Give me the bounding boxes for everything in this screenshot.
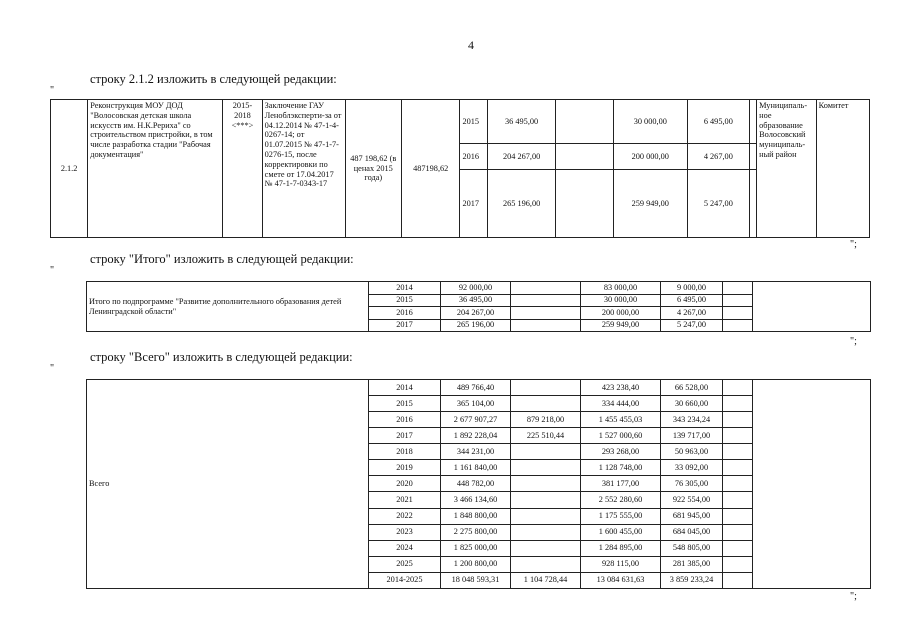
amount-federal <box>511 476 581 492</box>
amount-other <box>723 428 753 444</box>
amount-other <box>723 572 753 588</box>
vsego-name: Всего <box>87 380 369 589</box>
amount-regional: 1 128 748,00 <box>581 460 661 476</box>
year-cell: 2015 <box>369 396 441 412</box>
amount-regional: 30 000,00 <box>581 294 661 307</box>
amount-total: 3 466 134,60 <box>441 492 511 508</box>
year-cell: 2016 <box>369 412 441 428</box>
amount-local: 139 717,00 <box>661 428 723 444</box>
table-row <box>87 380 871 396</box>
executor: Комитет <box>816 100 869 238</box>
year-cell: 2021 <box>369 492 441 508</box>
year-cell: 2016 <box>369 307 441 320</box>
estimated-cost: 487 198,62 (в ценах 2015 года) <box>345 100 401 238</box>
amount-other <box>723 282 753 295</box>
section-heading: строку "Всего" изложить в следующей редакции: <box>90 350 353 364</box>
amount-federal <box>556 144 613 170</box>
row-code: 2.1.2 <box>51 100 88 238</box>
close-quote: "; <box>850 336 857 347</box>
amount-local: 9 000,00 <box>661 282 723 295</box>
amount-federal <box>511 319 581 332</box>
amount-local: 66 528,00 <box>661 380 723 396</box>
amount-local: 6 495,00 <box>661 294 723 307</box>
amount-regional: 13 084 631,63 <box>581 572 661 588</box>
amount-other <box>723 540 753 556</box>
year-cell: 2020 <box>369 476 441 492</box>
amount-other <box>723 524 753 540</box>
amount-total: 2 275 800,00 <box>441 524 511 540</box>
amount-regional: 381 177,00 <box>581 476 661 492</box>
amount-regional: 2 552 280,60 <box>581 492 661 508</box>
year-cell: 2023 <box>369 524 441 540</box>
amount-federal <box>511 307 581 320</box>
amount-total: 1 161 840,00 <box>441 460 511 476</box>
amount-total: 2 677 907,27 <box>441 412 511 428</box>
object-name: Реконструкция МОУ ДОД "Волосовская детская школа искусств им. Н.К.Рериха" со строительством пристройки, в том числе разработка стадии "Рабочая документация" <box>88 100 223 238</box>
amount-regional: 200 000,00 <box>613 144 687 170</box>
amount-other <box>723 380 753 396</box>
amount-regional: 1 455 455,03 <box>581 412 661 428</box>
period: 2015-2018 <***> <box>223 100 262 238</box>
amount-regional: 334 444,00 <box>581 396 661 412</box>
amount-other <box>723 508 753 524</box>
amount-local: 684 045,00 <box>661 524 723 540</box>
amount-local: 4 267,00 <box>661 307 723 320</box>
amount-federal <box>511 508 581 524</box>
amount-regional: 259 949,00 <box>613 170 687 238</box>
year-cell: 2019 <box>369 460 441 476</box>
amount-regional: 200 000,00 <box>581 307 661 320</box>
amount-regional: 1 175 555,00 <box>581 508 661 524</box>
amount-federal <box>511 444 581 460</box>
amount-regional: 1 284 895,00 <box>581 540 661 556</box>
table-itogo <box>86 281 871 332</box>
amount-federal <box>556 170 613 238</box>
amount-regional: 423 238,40 <box>581 380 661 396</box>
amount-local: 281 385,00 <box>661 556 723 572</box>
amount-regional: 1 527 000,60 <box>581 428 661 444</box>
amount-federal <box>511 282 581 295</box>
amount-federal <box>511 540 581 556</box>
year-cell: 2017 <box>369 319 441 332</box>
amount-local: 5 247,00 <box>661 319 723 332</box>
year-cell: 2018 <box>369 444 441 460</box>
year-cell: 2015 <box>369 294 441 307</box>
amount-local: 343 234,24 <box>661 412 723 428</box>
amount-regional: 83 000,00 <box>581 282 661 295</box>
year-cell: 2014 <box>369 282 441 295</box>
amount-total: 204 267,00 <box>488 144 556 170</box>
year-cell: 2014 <box>369 380 441 396</box>
year-cell: 2017 <box>369 428 441 444</box>
amount-other <box>723 476 753 492</box>
amount-total: 1 200 800,00 <box>441 556 511 572</box>
table-row-2-1-2 <box>50 99 870 238</box>
close-quote: "; <box>850 239 857 250</box>
amount-local: 50 963,00 <box>661 444 723 460</box>
amount-local: 6 495,00 <box>688 100 750 144</box>
amount-total: 344 231,00 <box>441 444 511 460</box>
empty-cell <box>753 282 871 332</box>
amount-federal <box>511 492 581 508</box>
itogo-name: Итого по подпрограмме "Развитие дополнительного образования детей Ленинградской области" <box>87 282 369 332</box>
amount-federal <box>511 524 581 540</box>
amount-local: 3 859 233,24 <box>661 572 723 588</box>
amount-local: 33 092,00 <box>661 460 723 476</box>
amount-regional: 1 600 455,00 <box>581 524 661 540</box>
amount-federal <box>511 294 581 307</box>
amount-other <box>723 396 753 412</box>
amount-local: 5 247,00 <box>688 170 750 238</box>
open-quote: " <box>50 265 55 276</box>
amount-total: 1 892 228,04 <box>441 428 511 444</box>
amount-local: 4 267,00 <box>688 144 750 170</box>
amount-federal <box>556 100 613 144</box>
amount-total: 1 848 800,00 <box>441 508 511 524</box>
amount-local: 76 305,00 <box>661 476 723 492</box>
year-cell: 2024 <box>369 540 441 556</box>
amount-total: 448 782,00 <box>441 476 511 492</box>
amount-total: 92 000,00 <box>441 282 511 295</box>
amount-other <box>723 294 753 307</box>
amount-other <box>723 556 753 572</box>
amount-federal <box>511 556 581 572</box>
amount-other <box>723 460 753 476</box>
open-quote: " <box>50 85 55 96</box>
year-cell: 2015 <box>460 100 488 144</box>
amount-local: 548 805,00 <box>661 540 723 556</box>
amount-total: 365 104,00 <box>441 396 511 412</box>
amount-other <box>723 307 753 320</box>
amount-regional: 928 115,00 <box>581 556 661 572</box>
amount-local: 681 945,00 <box>661 508 723 524</box>
amount-total: 204 267,00 <box>441 307 511 320</box>
amount-other <box>749 170 756 238</box>
amount-total: 489 766,40 <box>441 380 511 396</box>
amount-total: 265 196,00 <box>441 319 511 332</box>
amount-other <box>749 144 756 170</box>
customer: Муниципаль-ное образование Волосовский муниципаль-ный район <box>757 100 817 238</box>
amount-federal <box>511 460 581 476</box>
amount-other <box>723 444 753 460</box>
empty-cell <box>753 380 871 589</box>
amount-total: 265 196,00 <box>488 170 556 238</box>
expertise-conclusion: Заключение ГАУ Леноблэксперти-за от 04.12.2014 № 47-1-4-0267-14; от 01.07.2015 № 47-1-7-0276-15, после корректировки по смете от 17.04.2017 № 47-1-7-0343-17 <box>262 100 345 238</box>
page-number: 4 <box>468 38 474 52</box>
open-quote: " <box>50 363 55 374</box>
amount-local: 922 554,00 <box>661 492 723 508</box>
amount-regional: 293 268,00 <box>581 444 661 460</box>
year-cell: 2014-2025 <box>369 572 441 588</box>
close-quote: "; <box>850 591 857 602</box>
amount-other <box>749 100 756 144</box>
section-heading: строку "Итого" изложить в следующей редакции: <box>90 252 354 266</box>
total-cost: 487198,62 <box>401 100 459 238</box>
amount-total: 36 495,00 <box>488 100 556 144</box>
amount-other <box>723 492 753 508</box>
amount-total: 36 495,00 <box>441 294 511 307</box>
table-vsego <box>86 379 871 589</box>
amount-federal <box>511 380 581 396</box>
amount-federal: 1 104 728,44 <box>511 572 581 588</box>
amount-federal <box>511 396 581 412</box>
amount-federal: 879 218,00 <box>511 412 581 428</box>
amount-other <box>723 319 753 332</box>
amount-local: 30 660,00 <box>661 396 723 412</box>
year-cell: 2017 <box>460 170 488 238</box>
section-heading: строку 2.1.2 изложить в следующей редакции: <box>90 72 337 86</box>
year-cell: 2022 <box>369 508 441 524</box>
amount-regional: 30 000,00 <box>613 100 687 144</box>
year-cell: 2016 <box>460 144 488 170</box>
year-cell: 2025 <box>369 556 441 572</box>
amount-other <box>723 412 753 428</box>
amount-total: 18 048 593,31 <box>441 572 511 588</box>
amount-regional: 259 949,00 <box>581 319 661 332</box>
amount-total: 1 825 000,00 <box>441 540 511 556</box>
amount-federal: 225 510,44 <box>511 428 581 444</box>
